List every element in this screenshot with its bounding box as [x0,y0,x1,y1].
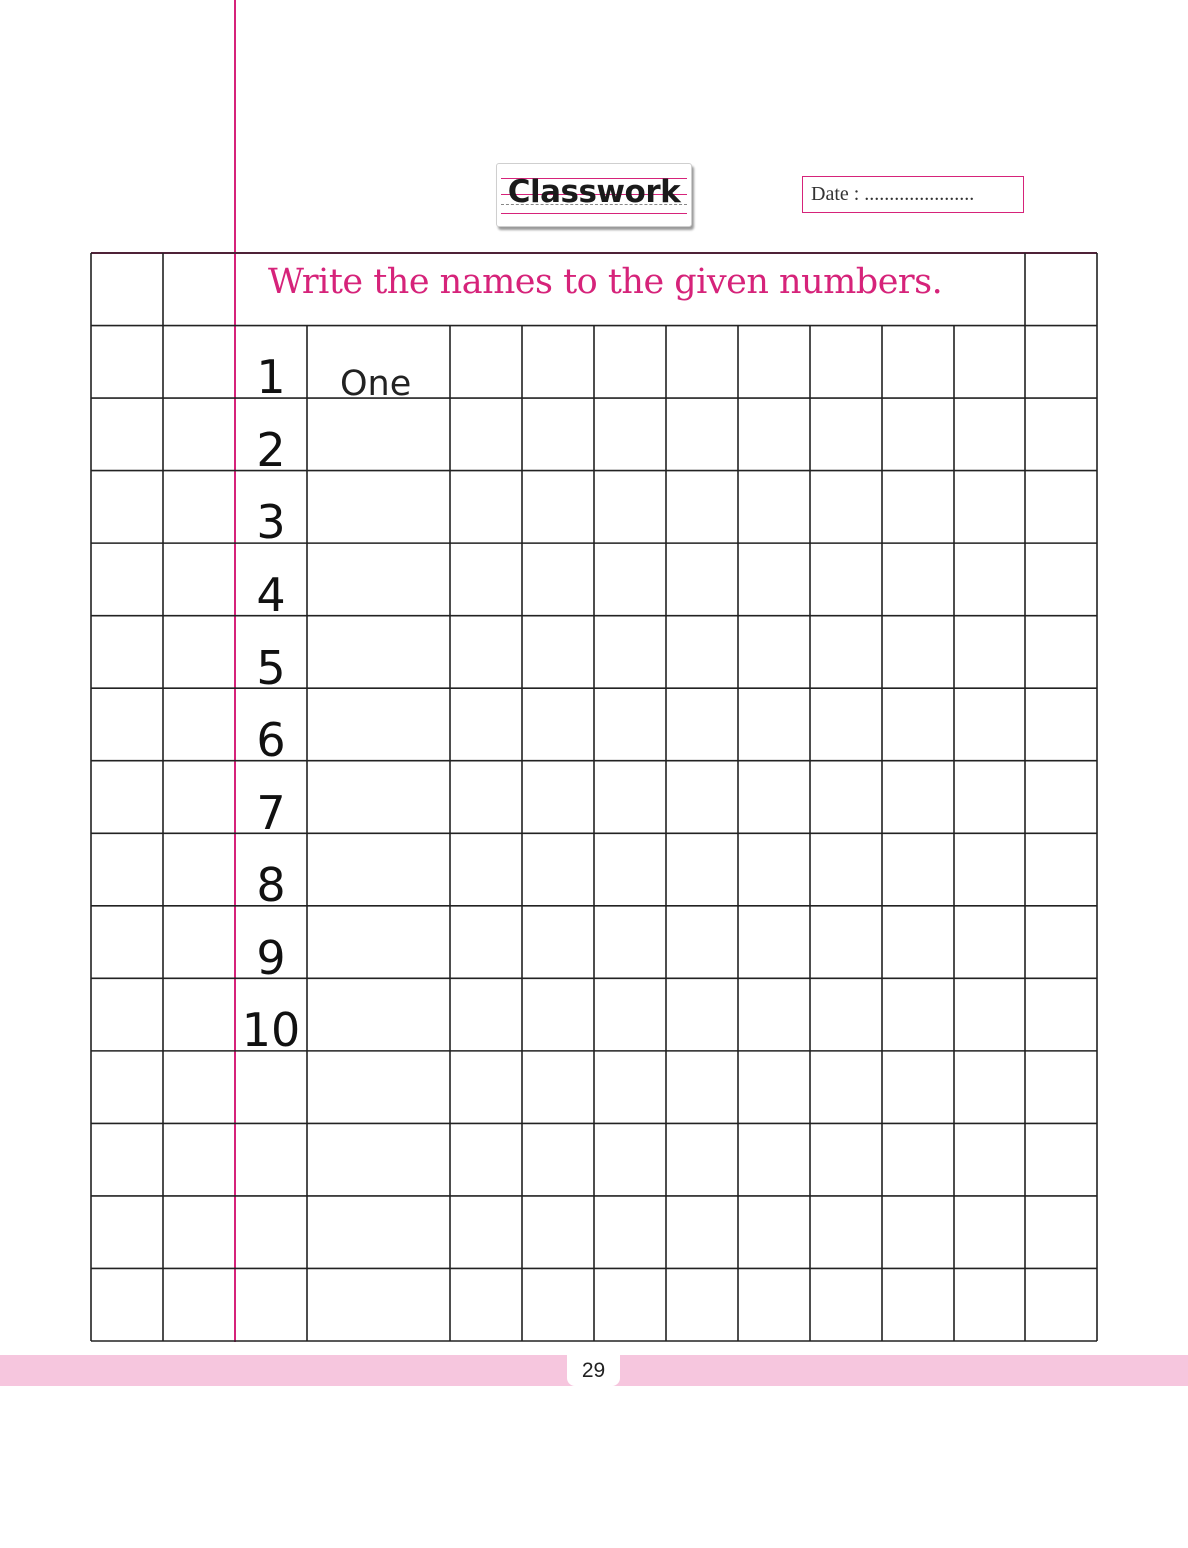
number-1: 1 [256,350,286,404]
number-8: 8 [256,858,286,912]
number-2: 2 [256,423,286,477]
number-3: 3 [256,495,286,549]
instruction-text: Write the names to the given numbers. [268,262,943,302]
number-6: 6 [256,713,286,767]
number-5: 5 [256,641,286,695]
number-7: 7 [256,786,286,840]
classwork-label: Classwork [507,174,681,210]
date-field[interactable]: Date : ...................... [802,176,1024,213]
number-10: 10 [241,1003,301,1057]
page-number: 29 [567,1355,620,1386]
number-4: 4 [256,568,286,622]
word-one: One [340,364,412,404]
number-9: 9 [256,931,286,985]
